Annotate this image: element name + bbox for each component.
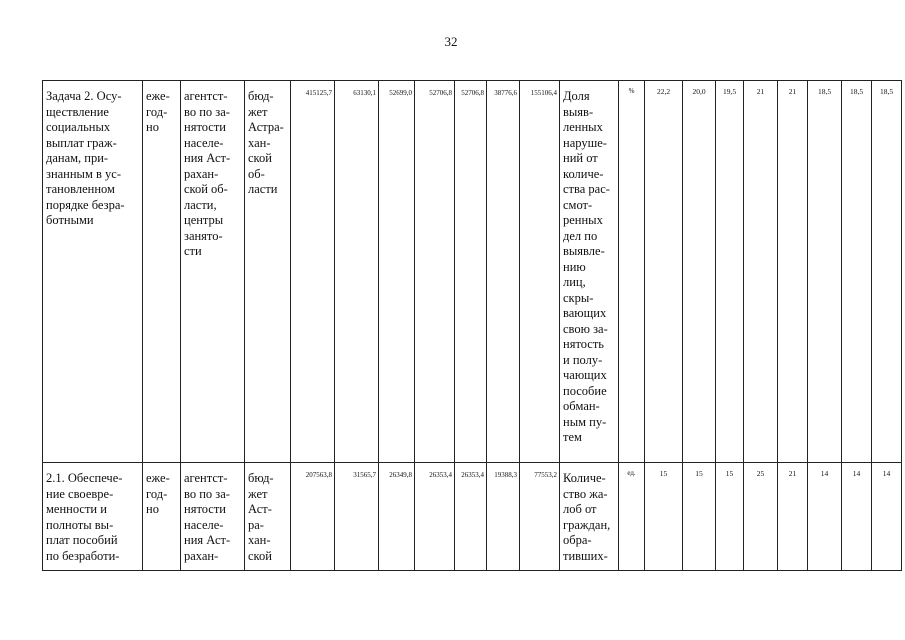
target-value-cell: 14 <box>882 469 891 478</box>
funding-source-cell: бюд- жет Астра- хан- ской об- ласти <box>248 89 284 196</box>
page-number: 32 <box>444 34 458 49</box>
target-value-cell: 22,2 <box>656 87 671 96</box>
finance-year-cell: 26349,8 <box>389 471 412 479</box>
target-value-cell: 20,0 <box>692 87 706 96</box>
indicator-cell: Доля выяв- ленных наруше- ний от количе- ства рас- смот- ренных дел по выявле- нию лиц, скры- вающих свою за- нятость и полу- чающих пособие обман- ным пу- тем <box>563 89 610 444</box>
finance-year-cell: 155106,4 <box>530 89 557 97</box>
finance-year-cell: 26353,4 <box>461 471 484 479</box>
target-value-cell: 15 <box>659 469 668 478</box>
table-row <box>43 81 902 463</box>
target-value-cell: 18,5 <box>849 87 864 96</box>
program-table <box>42 80 902 571</box>
finance-year-cell: 31565,7 <box>353 471 376 479</box>
table-row <box>43 463 902 571</box>
finance-year-cell: 52706,8 <box>461 89 484 97</box>
finance-year-cell: 38776,6 <box>494 89 517 97</box>
executor-cell: агентст- во по за- нятости населе- ния Аст- рахан- ской об- ласти, центры занято- сти <box>184 89 231 258</box>
indicator-cell: Количе- ство жа- лоб от граждан, обра- тивших- <box>563 471 611 563</box>
target-value-cell: 18,5 <box>817 87 832 96</box>
target-value-cell: 25 <box>756 469 765 478</box>
finance-year-cell: 52706,8 <box>429 89 452 97</box>
target-value-cell: 21 <box>788 469 797 478</box>
target-value-cell: 21 <box>788 87 797 96</box>
target-value-cell: 14 <box>852 469 861 478</box>
finance-year-cell: 19388,3 <box>494 471 517 479</box>
funding-source-cell: бюд- жет Аст- ра- хан- ской <box>248 471 274 563</box>
target-value-cell: 15 <box>695 469 703 478</box>
unit-cell: ед. <box>627 469 636 477</box>
executor-cell: агентст- во по за- нятости населе- ния Аст- рахан- <box>184 471 231 563</box>
task-cell: Задача 2. Осу- ществление социальных выплат граж- данам, при- знанным в ус- тановленном порядке безра- ботными <box>46 89 125 227</box>
finance-total-cell: 415125,7 <box>305 89 332 97</box>
target-value-cell: 15 <box>725 469 734 478</box>
period-cell: еже- год- но <box>146 471 170 516</box>
target-value-cell: 21 <box>756 87 765 96</box>
finance-year-cell: 63130,1 <box>353 89 376 97</box>
period-cell: еже- год- но <box>146 89 170 134</box>
finance-year-cell: 52699,0 <box>389 89 412 97</box>
target-value-cell: 18,5 <box>879 87 894 96</box>
target-value-cell: 14 <box>820 469 829 478</box>
finance-year-cell: 26353,4 <box>429 471 452 479</box>
task-cell: 2.1. Обеспече- ние своевре- менности и полноты вы- плат пособий по безработи- <box>46 471 123 563</box>
target-value-cell: 19,5 <box>722 87 737 96</box>
finance-total-cell: 207563,8 <box>305 471 332 479</box>
unit-cell: % <box>628 87 635 95</box>
finance-year-cell: 77553,2 <box>534 471 557 479</box>
